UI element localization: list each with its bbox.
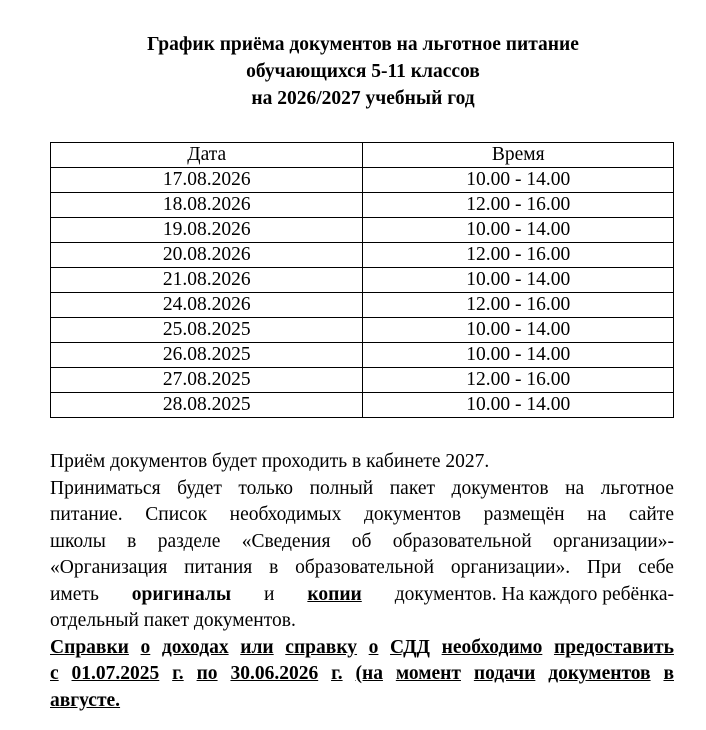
- line-text: [50, 661, 674, 688]
- word: на: [587, 504, 607, 525]
- word: разделе: [157, 530, 221, 552]
- schedule-table: [50, 142, 674, 418]
- table-row: [51, 393, 674, 418]
- table-row: [51, 268, 674, 293]
- word: (на: [355, 663, 383, 684]
- word: на: [565, 477, 585, 499]
- line-text: и: [263, 583, 275, 605]
- word: о: [140, 636, 151, 658]
- line-text: иметь: [50, 583, 99, 605]
- time-cell: 12.00 - 16.00: [363, 368, 674, 393]
- document-title: [0, 31, 706, 112]
- paragraph-line: [50, 608, 674, 635]
- line-text: [50, 635, 674, 662]
- line-text: [50, 555, 674, 582]
- line-text: [50, 502, 674, 529]
- word: 01.07.2025: [71, 663, 160, 684]
- word: в: [269, 557, 279, 578]
- word: себе: [638, 557, 674, 578]
- table-row: [51, 243, 674, 268]
- table-row: [51, 343, 674, 368]
- word: или: [240, 636, 274, 658]
- word: доходах: [161, 636, 229, 658]
- word: сайте: [628, 504, 674, 525]
- info-section: [50, 449, 674, 714]
- table-row: [51, 193, 674, 218]
- title-line-3: на 2026/2027 учебный год: [251, 88, 475, 109]
- time-cell: 12.00 - 16.00: [363, 243, 674, 268]
- notice-line: [50, 688, 674, 715]
- date-cell: 24.08.2026: [51, 293, 363, 318]
- line-text: [50, 476, 674, 503]
- word: организации»-: [553, 530, 674, 552]
- word: г.: [331, 663, 343, 684]
- time-cell: 12.00 - 16.00: [363, 193, 674, 218]
- table-row: [51, 293, 674, 318]
- word: При: [587, 557, 622, 578]
- title-line-2: обучающихся 5-11 классов: [246, 61, 480, 82]
- time-cell: 10.00 - 14.00: [363, 218, 674, 243]
- word: «Организация: [50, 557, 168, 578]
- date-cell: 27.08.2025: [51, 368, 363, 393]
- title-line-1: График приёма документов на льготное питание: [147, 34, 579, 55]
- word: в: [663, 663, 674, 684]
- word: момент: [395, 663, 461, 684]
- word: только: [238, 477, 294, 499]
- word: будет: [177, 477, 222, 499]
- word: об: [351, 530, 372, 552]
- word: документов: [548, 663, 651, 684]
- word: пакет: [389, 477, 436, 499]
- line-text: августе.: [50, 689, 121, 711]
- notice-line: [50, 635, 674, 662]
- word: организации».: [450, 557, 571, 578]
- line-text: отдельный пакет документов.: [50, 610, 296, 631]
- header-date: Дата: [51, 143, 363, 168]
- time-cell: 10.00 - 14.00: [363, 168, 674, 193]
- paragraph-line: [50, 555, 674, 582]
- date-cell: 25.08.2025: [51, 318, 363, 343]
- paragraph-line: [50, 476, 674, 503]
- date-cell: 17.08.2026: [51, 168, 363, 193]
- time-cell: 10.00 - 14.00: [363, 318, 674, 343]
- word: льготное: [600, 477, 674, 499]
- room-paragraph: Приём документов будет проходить в кабинете 2027.: [50, 451, 490, 472]
- word: Список: [145, 504, 208, 525]
- line-text: [50, 529, 674, 556]
- time-cell: 10.00 - 14.00: [363, 393, 674, 418]
- time-cell: 10.00 - 14.00: [363, 343, 674, 368]
- table-header-row: [51, 143, 674, 168]
- copies-emphasis: копии: [307, 583, 362, 605]
- word: с: [50, 663, 59, 684]
- table-row: [51, 168, 674, 193]
- word: «Сведения: [241, 530, 331, 552]
- word: Приниматься: [50, 477, 161, 499]
- word: полный: [309, 477, 374, 499]
- word: питание.: [50, 504, 123, 525]
- date-cell: 20.08.2026: [51, 243, 363, 268]
- word: необходимо: [441, 636, 543, 658]
- date-cell: 21.08.2026: [51, 268, 363, 293]
- paragraph-line: [50, 582, 674, 609]
- word: 30.06.2026: [230, 663, 319, 684]
- word: размещён: [483, 504, 565, 525]
- word: питания: [184, 557, 253, 578]
- paragraph-line: [50, 502, 674, 529]
- word: по: [196, 663, 218, 684]
- date-cell: 26.08.2025: [51, 343, 363, 368]
- table-row: [51, 368, 674, 393]
- originals-emphasis: оригиналы: [131, 583, 232, 605]
- income-notice: [50, 635, 674, 715]
- word: образовательной: [295, 557, 435, 578]
- word: предоставить: [553, 636, 674, 658]
- word: СДД: [390, 636, 430, 658]
- time-cell: 10.00 - 14.00: [363, 268, 674, 293]
- table-row: [51, 318, 674, 343]
- paragraph-line: [50, 529, 674, 556]
- table-row: [51, 218, 674, 243]
- word: необходимых: [229, 504, 342, 525]
- word: в: [127, 530, 137, 552]
- word: справку: [285, 636, 358, 658]
- date-cell: 28.08.2025: [51, 393, 363, 418]
- header-time: Время: [363, 143, 674, 168]
- word: документов: [364, 504, 462, 525]
- time-cell: 12.00 - 16.00: [363, 293, 674, 318]
- date-cell: 18.08.2026: [51, 193, 363, 218]
- word: школы: [50, 530, 106, 552]
- word: образовательной: [392, 530, 532, 552]
- documents-paragraph: [50, 476, 674, 635]
- word: г.: [172, 663, 184, 684]
- word: Справки: [50, 636, 129, 658]
- date-cell: 19.08.2026: [51, 218, 363, 243]
- word: о: [368, 636, 379, 658]
- word: документов: [451, 477, 549, 499]
- line-text: документов. На каждого ребёнка-: [394, 583, 674, 605]
- notice-line: [50, 661, 674, 688]
- word: подачи: [473, 663, 536, 684]
